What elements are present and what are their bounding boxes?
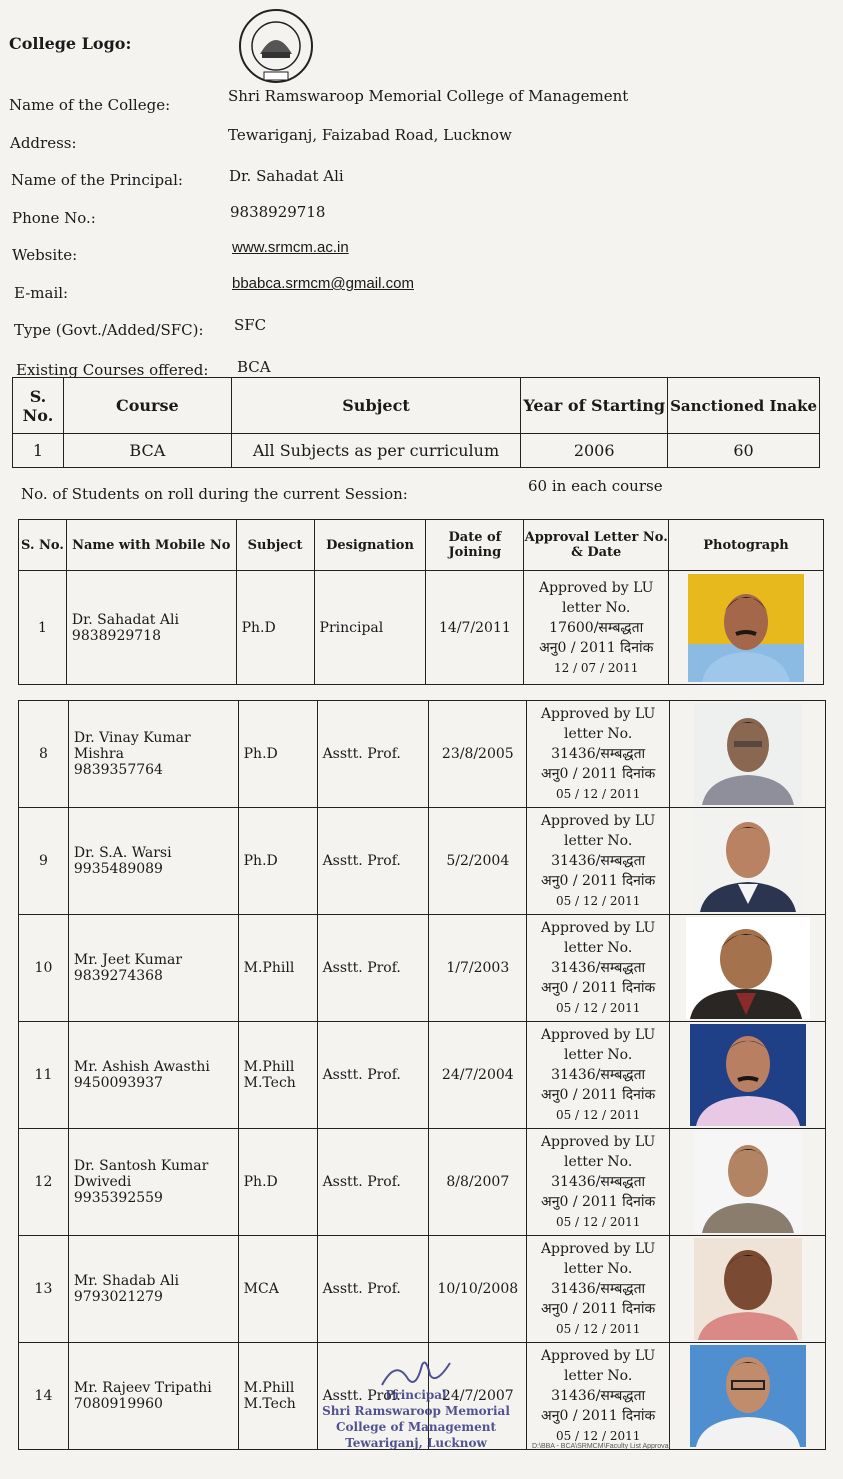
cell-subject: Ph.D [238,1129,317,1236]
cell-photo [670,1343,826,1450]
approval-line: 05 / 12 / 2011 [555,787,641,801]
faculty-mobile: 9838929718 [71,627,161,644]
principal-stamp [316,1383,516,1451]
faculty-name: Mr. Ashish Awasthi [73,1059,210,1075]
approval-line: अनु0 / 2011 दिनांक [541,1087,656,1103]
cell-subject: MCA [238,1236,317,1343]
cell-photo [670,1022,826,1129]
person-photo-icon [694,703,802,805]
cell-name [68,701,238,808]
cell-subject: Ph.D [238,701,317,808]
cell-designation: Asstt. Prof. [317,1022,429,1129]
table-row [19,808,826,915]
faculty-table-header [19,520,824,571]
person-photo-icon [690,1345,806,1447]
approval-line: letter No. [563,940,633,956]
college-logo [232,8,320,86]
approval-line: अनु0 / 2011 दिनांक [541,1301,656,1317]
logo-label: College Logo: [9,34,132,53]
faculty-photo [690,1345,806,1447]
col-subject: Subject [231,378,521,434]
faculty-mobile: 9935489089 [73,861,163,877]
cell-doj: 5/2/2004 [429,808,527,915]
approval-line: letter No. [563,833,633,849]
cell-designation: Principal [314,571,426,685]
faculty-photo [694,810,802,912]
principal-value: Dr. Sahadat Ali [229,167,344,185]
cell-doj: 24/7/2007 [429,1343,527,1450]
approval-line: Approved by LU [540,813,656,829]
approval-line: अनु0 / 2011 दिनांक [541,1194,656,1210]
cell-sno: 8 [19,701,69,808]
cell-course: BCA [63,434,231,468]
cell-designation: Asstt. Prof. [317,1129,429,1236]
col-subject: Subject [236,520,314,571]
approval-line: 05 / 12 / 2011 [555,894,641,908]
courses-value: BCA [237,358,271,376]
address-value: Tewariganj, Faizabad Road, Lucknow [228,126,512,144]
cell-doj: 24/7/2004 [429,1022,527,1129]
cell-sno: 13 [19,1236,69,1343]
approval-line: letter No. [562,599,631,616]
person-photo-icon [688,574,804,682]
cell-designation: Asstt. Prof. [317,1343,429,1450]
col-name: Name with Mobile No [66,520,236,571]
approval-line: 31436/सम्बद्धता [551,1388,646,1404]
stamp-line: Shri Ramswaroop Memorial [322,1404,510,1418]
person-photo-icon [694,1238,802,1340]
cell-photo [670,701,826,808]
cell-sno: 11 [19,1022,69,1129]
cell-sno: 1 [19,571,67,685]
cell-photo [670,1129,826,1236]
phone-value: 9838929718 [230,203,326,221]
approval-line: Approved by LU [540,1027,656,1043]
cell-approval [527,915,670,1022]
approval-line: 05 / 12 / 2011 [555,1429,641,1443]
table-row [19,1022,826,1129]
signature-icon [376,1355,456,1391]
table-row [19,1236,826,1343]
approval-line: अनु0 / 2011 दिनांक [541,980,656,996]
website-label: Website: [12,246,78,264]
faculty-name: Mr. Jeet Kumar [73,952,183,968]
stamp-title: Principal [385,1388,447,1402]
cell-photo [670,1236,826,1343]
faculty-table-top [18,519,824,685]
cell-sno: 10 [19,915,69,1022]
cell-photo [669,571,824,685]
subject-line: M.Tech [243,1396,296,1412]
faculty-photo [694,1238,802,1340]
col-course: Course [63,378,231,434]
faculty-mobile: 9839274368 [73,968,163,984]
approval-line: letter No. [563,1261,633,1277]
faculty-table [18,700,826,1450]
cell-subject [238,1343,317,1450]
type-value: SFC [234,316,267,334]
faculty-name-cont: Dwivedi [73,1174,132,1190]
col-sno: S. No. [13,378,64,434]
cell-sno: 14 [19,1343,69,1450]
email-link[interactable]: bbabca.srmcm@gmail.com [232,275,414,292]
cell-photo [670,808,826,915]
cell-subject: M.Phill [238,915,317,1022]
address-label: Address: [10,134,77,152]
person-photo-icon [694,810,802,912]
col-approval: Approval Letter No. & Date [524,520,669,571]
type-label: Type (Govt./Added/SFC): [14,321,204,339]
cell-name [68,1343,238,1450]
approval-line: Approved by LU [540,920,656,936]
cell-designation: Asstt. Prof. [317,915,429,1022]
cell-designation: Asstt. Prof. [317,1236,429,1343]
faculty-photo [694,1131,802,1233]
approval-line: 17600/सम्बद्धता [549,619,644,636]
col-designation: Designation [314,520,426,571]
cell-approval [527,808,670,915]
approval-line: Approved by LU [538,579,654,596]
approval-line: 05 / 12 / 2011 [555,1322,641,1336]
approval-line: 05 / 12 / 2011 [555,1215,641,1229]
cell-designation: Asstt. Prof. [317,701,429,808]
cell-name [68,1236,238,1343]
faculty-name: Dr. Vinay Kumar [73,730,191,746]
cell-approval [527,1129,670,1236]
cell-subject: Ph.D [236,571,314,685]
cell-approval [527,1022,670,1129]
cell-sno: 9 [19,808,69,915]
cell-name [68,808,238,915]
subject-line: M.Phill [243,1059,295,1075]
faculty-name-cont: Mishra [73,746,124,762]
faculty-photo [686,917,810,1019]
approval-line: Approved by LU [540,1348,656,1364]
approval-line: 12 / 07 / 2011 [553,660,639,675]
cell-doj: 14/7/2011 [426,571,524,685]
approval-line: अनु0 / 2011 दिनांक [539,639,654,656]
approval-line: अनु0 / 2011 दिनांक [541,873,656,889]
file-path-note: D:\BBA - BCA\SRMCM\Faculty List Approval [532,1443,671,1450]
cell-approval [524,571,669,685]
principal-label: Name of the Principal: [11,171,183,189]
cell-doj: 8/8/2007 [429,1129,527,1236]
website-link[interactable]: www.srmcm.ac.in [232,239,349,256]
course-table-header [13,378,820,434]
course-table [12,377,820,468]
faculty-mobile: 9839357764 [73,762,163,778]
col-intake: Sanctioned Inake [668,378,820,434]
students-value: 60 in each course [528,477,663,495]
cell-approval [527,701,670,808]
cell-photo [670,915,826,1022]
cell-subject: All Subjects as per curriculum [231,434,521,468]
table-row [19,1129,826,1236]
faculty-mobile: 9793021279 [73,1289,163,1305]
person-photo-icon [690,1024,806,1126]
cell-sno: 1 [13,434,64,468]
cell-name [68,915,238,1022]
college-logo-emblem [232,8,320,86]
approval-line: अनु0 / 2011 दिनांक [541,766,656,782]
approval-line: 31436/सम्बद्धता [551,746,646,762]
person-photo-icon [686,917,810,1019]
faculty-name: Mr. Shadab Ali [73,1273,180,1289]
approval-line: Approved by LU [540,1241,656,1257]
faculty-name: Dr. S.A. Warsi [73,845,172,861]
courses-label: Existing Courses offered: [16,361,209,379]
stamp-line: Tewariganj, Lucknow [345,1436,487,1450]
person-photo-icon [694,1131,802,1233]
cell-name [68,1022,238,1129]
approval-line: 05 / 12 / 2011 [555,1108,641,1122]
cell-subject [238,1022,317,1129]
approval-line: letter No. [563,726,633,742]
cell-designation: Asstt. Prof. [317,808,429,915]
subject-line: M.Phill [243,1380,295,1396]
table-row [19,701,826,808]
faculty-name: Dr. Sahadat Ali [71,611,179,628]
faculty-mobile: 7080919960 [73,1396,163,1412]
approval-line: 31436/सम्बद्धता [551,960,646,976]
faculty-photo [694,703,802,805]
approval-line: letter No. [563,1368,633,1384]
cell-sno: 12 [19,1129,69,1236]
approval-line: letter No. [563,1154,633,1170]
cell-doj: 23/8/2005 [429,701,527,808]
college-name-value: Shri Ramswaroop Memorial College of Management [228,87,629,105]
approval-line: letter No. [563,1047,633,1063]
faculty-mobile: 9935392559 [73,1190,163,1206]
approval-line: Approved by LU [540,1134,656,1150]
students-label: No. of Students on roll during the current Session: [21,485,408,503]
stamp-line: College of Management [335,1420,497,1434]
cell-doj: 1/7/2003 [429,915,527,1022]
col-year: Year of Starting [521,378,668,434]
cell-approval [527,1236,670,1343]
cell-subject: Ph.D [238,808,317,915]
college-name-label: Name of the College: [9,96,171,114]
col-sno: S. No. [19,520,67,571]
cell-name [66,571,236,685]
faculty-photo [690,1024,806,1126]
faculty-photo [688,574,804,682]
cell-intake: 60 [668,434,820,468]
approval-line: Approved by LU [540,706,656,722]
approval-line: 31436/सम्बद्धता [551,1174,646,1190]
col-doj: Date of Joining [426,520,524,571]
table-row [19,571,824,685]
subject-line: M.Tech [243,1075,296,1091]
col-photo: Photograph [669,520,824,571]
cell-year: 2006 [521,434,668,468]
approval-line: 05 / 12 / 2011 [555,1001,641,1015]
faculty-mobile: 9450093937 [73,1075,163,1091]
cell-doj: 10/10/2008 [429,1236,527,1343]
cell-approval [527,1343,670,1450]
table-row [19,915,826,1022]
phone-label: Phone No.: [12,209,96,227]
faculty-name: Dr. Santosh Kumar [73,1158,209,1174]
faculty-name: Mr. Rajeev Tripathi [73,1380,212,1396]
table-row [13,434,820,468]
cell-name [68,1129,238,1236]
approval-line: 31436/सम्बद्धता [551,1067,646,1083]
approval-line: अनु0 / 2011 दिनांक [541,1408,656,1424]
approval-line: 31436/सम्बद्धता [551,1281,646,1297]
approval-line: 31436/सम्बद्धता [551,853,646,869]
email-label: E-mail: [14,284,69,302]
